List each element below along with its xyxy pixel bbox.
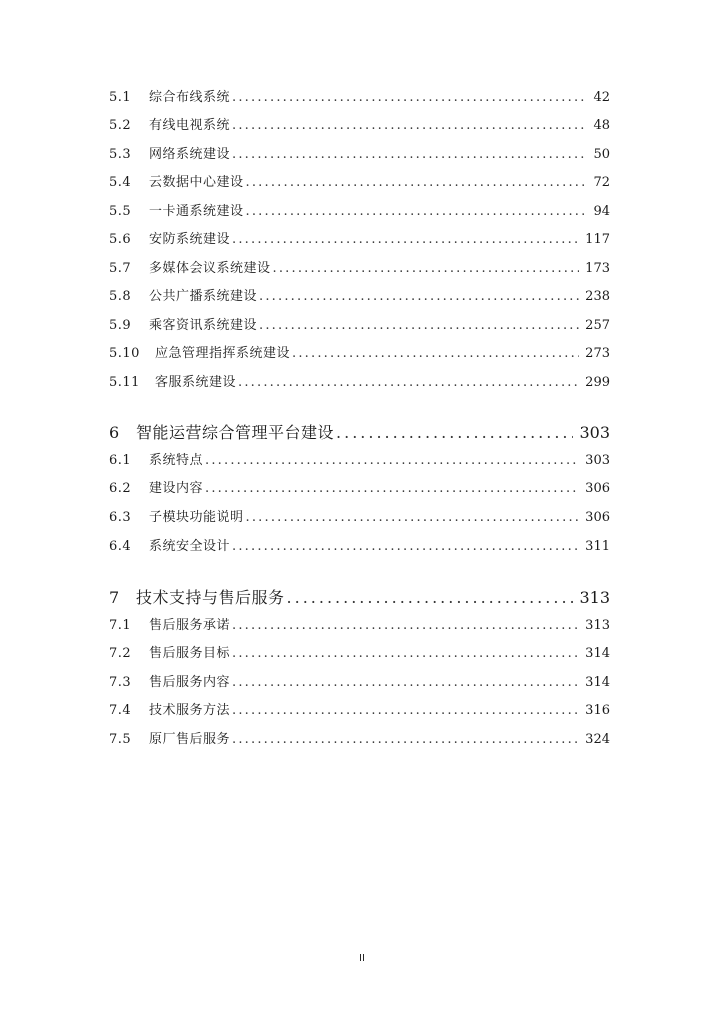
toc-entry-page: 48 <box>593 118 610 133</box>
toc-entry-page: 72 <box>593 175 610 190</box>
toc-entry-title: 有线电视系统 <box>149 118 231 133</box>
dot-leader <box>232 147 587 163</box>
toc-entry-number: 5.10 <box>109 346 140 361</box>
toc-entry-page: 173 <box>585 261 610 276</box>
toc-entry-title: 一卡通系统建设 <box>149 204 244 219</box>
toc-entry-5-8[interactable] <box>109 289 610 305</box>
dot-leader <box>232 732 579 748</box>
toc-chapter-number: 7 <box>109 588 120 607</box>
toc-entry-page: 313 <box>585 618 610 633</box>
toc-entry-page: 42 <box>593 90 610 105</box>
toc-entry-5-6[interactable] <box>109 232 610 248</box>
toc-entry-title: 原厂售后服务 <box>149 732 231 747</box>
toc-entry-5-4[interactable] <box>109 175 610 191</box>
toc-entry-title: 应急管理指挥系统建设 <box>155 346 291 361</box>
toc-entry-number: 6.2 <box>109 481 132 496</box>
toc-entry-title: 综合布线系统 <box>149 90 231 105</box>
toc-entry-number: 7.5 <box>109 732 132 747</box>
toc-entry-number: 6.4 <box>109 539 132 554</box>
dot-leader <box>292 346 579 362</box>
toc-entry-5-1[interactable] <box>109 90 610 106</box>
toc-entry-6-3[interactable] <box>109 510 610 526</box>
dot-leader <box>205 453 579 469</box>
dot-leader <box>287 588 574 608</box>
toc-entry-page: 50 <box>593 147 610 162</box>
toc-entry-title: 建设内容 <box>149 481 204 496</box>
toc-entry-page: 303 <box>585 453 610 468</box>
toc-entry-page: 306 <box>585 510 610 525</box>
toc-entry-5-10[interactable] <box>109 346 610 362</box>
toc-entry-page: 314 <box>585 646 610 661</box>
toc-entry-page: 257 <box>585 318 610 333</box>
toc-entry-title: 子模块功能说明 <box>149 510 244 525</box>
toc-entry-number: 5.8 <box>109 289 132 304</box>
toc-chapter-6[interactable] <box>109 423 610 443</box>
toc-entry-7-3[interactable] <box>109 675 610 691</box>
page-number-footer: II <box>359 953 365 964</box>
toc-entry-title: 云数据中心建设 <box>149 175 244 190</box>
toc-entry-number: 7.2 <box>109 646 132 661</box>
toc-entry-7-2[interactable] <box>109 646 610 662</box>
toc-chapter-title: 技术支持与售后服务 <box>136 588 285 607</box>
dot-leader <box>232 675 579 691</box>
toc-entry-page: 117 <box>585 232 610 247</box>
dot-leader <box>238 375 579 391</box>
toc-entry-number: 5.1 <box>109 90 132 105</box>
toc-entry-number: 7.4 <box>109 703 132 718</box>
dot-leader <box>232 646 579 662</box>
toc-entry-number: 5.6 <box>109 232 132 247</box>
toc-entry-5-2[interactable] <box>109 118 610 134</box>
dot-leader <box>336 423 573 443</box>
toc-entry-number: 6.3 <box>109 510 132 525</box>
toc-entry-page: 273 <box>585 346 610 361</box>
toc-entry-number: 7.3 <box>109 675 132 690</box>
toc-entry-title: 售后服务目标 <box>149 646 231 661</box>
toc-entry-5-9[interactable] <box>109 318 610 334</box>
toc-entry-number: 5.5 <box>109 204 132 219</box>
toc-entry-5-11[interactable] <box>109 375 610 391</box>
toc-entry-number: 5.11 <box>109 375 140 390</box>
toc-entry-title: 乘客资讯系统建设 <box>149 318 258 333</box>
toc-entry-page: 314 <box>585 675 610 690</box>
toc-entry-title: 系统安全设计 <box>149 539 231 554</box>
toc-chapter-title: 智能运营综合管理平台建设 <box>136 423 335 442</box>
toc-entry-number: 5.7 <box>109 261 132 276</box>
dot-leader <box>259 289 579 305</box>
toc-entry-title: 多媒体会议系统建设 <box>149 261 271 276</box>
toc-entry-page: 306 <box>585 481 610 496</box>
toc-entry-7-1[interactable] <box>109 618 610 634</box>
dot-leader <box>232 539 579 555</box>
toc-entry-5-7[interactable] <box>109 261 610 277</box>
toc-entry-number: 7.1 <box>109 618 132 633</box>
toc-chapter-page: 313 <box>579 588 610 607</box>
dot-leader <box>205 481 579 497</box>
dot-leader <box>232 703 579 719</box>
toc-chapter-number: 6 <box>109 423 120 442</box>
toc-entry-page: 311 <box>585 539 610 554</box>
toc-entry-page: 94 <box>593 204 610 219</box>
toc-entry-7-4[interactable] <box>109 703 610 719</box>
dot-leader <box>232 232 579 248</box>
toc-entry-title: 网络系统建设 <box>149 147 231 162</box>
toc-entry-title: 售后服务内容 <box>149 675 231 690</box>
toc-entry-page: 316 <box>585 703 610 718</box>
dot-leader <box>232 618 579 634</box>
toc-entry-title: 技术服务方法 <box>149 703 231 718</box>
toc-entry-number: 5.4 <box>109 175 132 190</box>
toc-entry-page: 299 <box>585 375 610 390</box>
dot-leader <box>246 510 580 526</box>
dot-leader <box>232 118 587 134</box>
toc-entry-title: 客服系统建设 <box>155 375 237 390</box>
toc-entry-title: 售后服务承诺 <box>149 618 231 633</box>
toc-entry-6-2[interactable] <box>109 481 610 497</box>
toc-entry-number: 5.3 <box>109 147 132 162</box>
toc-chapter-7[interactable] <box>109 588 610 608</box>
toc-entry-title: 安防系统建设 <box>149 232 231 247</box>
dot-leader <box>246 204 588 220</box>
toc-entry-title: 公共广播系统建设 <box>149 289 258 304</box>
dot-leader <box>259 318 579 334</box>
toc-entry-5-5[interactable] <box>109 204 610 220</box>
dot-leader <box>232 90 587 106</box>
toc-entry-6-1[interactable] <box>109 453 610 469</box>
dot-leader <box>273 261 580 277</box>
toc-chapter-page: 303 <box>579 423 610 442</box>
toc-entry-title: 系统特点 <box>149 453 204 468</box>
dot-leader <box>246 175 588 191</box>
toc-entry-6-4[interactable] <box>109 539 610 555</box>
toc-entry-page: 238 <box>585 289 610 304</box>
toc-entry-number: 5.9 <box>109 318 132 333</box>
toc-entry-7-5[interactable] <box>109 732 610 748</box>
toc-entry-5-3[interactable] <box>109 147 610 163</box>
toc-entry-number: 5.2 <box>109 118 132 133</box>
toc-entry-number: 6.1 <box>109 453 132 468</box>
toc-entry-page: 324 <box>585 732 610 747</box>
